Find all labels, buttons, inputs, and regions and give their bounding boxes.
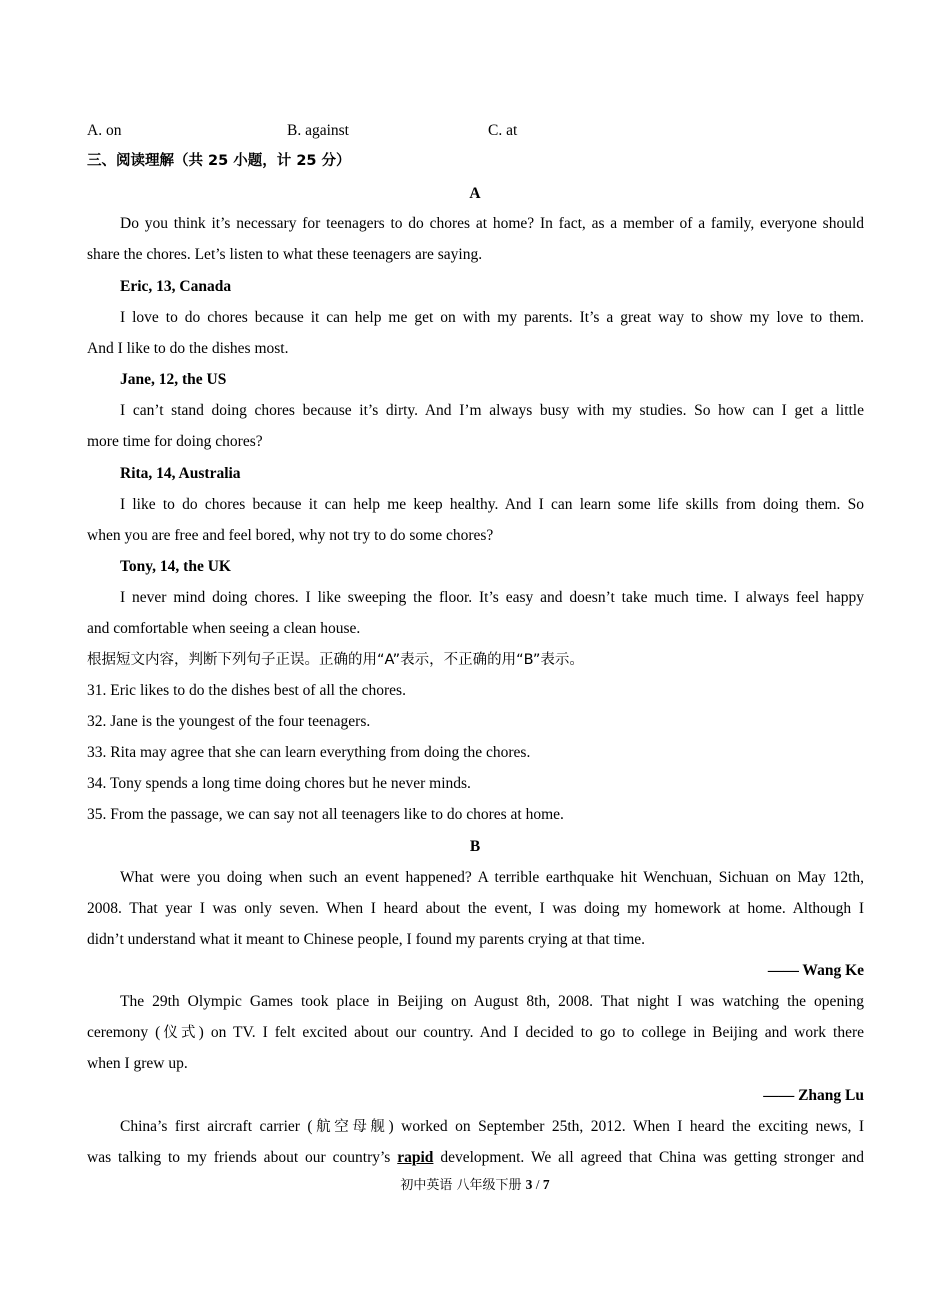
passage-a-intro-line: Do you think it’s necessary for teenagers to do chores at home? In fact, as a member of a family, everyone should <box>120 215 864 232</box>
story-text-line: China’s first aircraft carrier (航空母舰) worked on September 25th, 2012. When I heard the exciting news, I <box>120 1118 864 1135</box>
speaker-name: Tony, 14, the UK <box>120 558 231 575</box>
story-text-line: 2008. That year I was only seven. When I heard about the event, I was doing my homework at home. Although I <box>87 900 864 917</box>
question-instruction: 根据短文内容，判断下列句子正误。正确的用“A”表示，不正确的用“B”表示。 <box>87 652 584 668</box>
speaker-text-line: and comfortable when seeing a clean house. <box>87 620 361 637</box>
speaker-text-line: I can’t stand doing chores because it’s dirty. And I’m always busy with my studies. So how can I get a little <box>120 402 864 419</box>
story-text-line: was talking to my friends about our country’s rapid development. We all agreed that China was getting stronger and <box>87 1149 864 1166</box>
option-c: C. at <box>488 122 518 139</box>
speaker-name: Jane, 12, the US <box>120 371 227 388</box>
underlined-word: rapid <box>397 1149 434 1166</box>
question-item: 35. From the passage, we can say not all teenagers like to do chores at home. <box>87 806 564 823</box>
speaker-text-line: when you are free and feel bored, why not try to do some chores? <box>87 527 494 544</box>
speaker-text-line: I never mind doing chores. I like sweeping the floor. It’s easy and doesn’t take much time. I always feel happy <box>120 589 864 606</box>
question-item: 32. Jane is the youngest of the four teenagers. <box>87 713 371 730</box>
story-author: —— Zhang Lu <box>763 1087 864 1104</box>
story-author: —— Wang Ke <box>767 962 864 979</box>
question-item: 33. Rita may agree that she can learn everything from doing the chores. <box>87 744 531 761</box>
footer-page-number: 3 <box>525 1177 533 1192</box>
story-text-line: The 29th Olympic Games took place in Beijing on August 8th, 2008. That night I was watching the opening <box>120 993 864 1010</box>
question-item: 34. Tony spends a long time doing chores but he never minds. <box>87 775 471 792</box>
footer-subject: 初中英语 八年级下册 <box>400 1178 526 1193</box>
story-text-line: What were you doing when such an event happened? A terrible earthquake hit Wenchuan, Sichuan on May 12th, <box>120 869 864 886</box>
option-b: B. against <box>287 122 349 139</box>
speaker-text-line: And I like to do the dishes most. <box>87 340 289 357</box>
story-text-line: didn’t understand what it meant to Chinese people, I found my parents crying at that time. <box>87 931 646 948</box>
story-text-line: when I grew up. <box>87 1055 188 1072</box>
passage-a-intro-line: share the chores. Let’s listen to what these teenagers are saying. <box>87 246 483 263</box>
option-a: A. on <box>87 122 122 139</box>
speaker-text-line: I like to do chores because it can help me keep healthy. And I can learn some life skills from doing them. So <box>120 496 864 513</box>
speaker-text-line: I love to do chores because it can help me get on with my parents. It’s a great way to show my love to them. <box>120 309 864 326</box>
speaker-name: Rita, 14, Australia <box>120 465 241 482</box>
speaker-name: Eric, 13, Canada <box>120 278 232 295</box>
footer-page-total: 7 <box>542 1177 550 1192</box>
question-item: 31. Eric likes to do the dishes best of all the chores. <box>87 682 406 699</box>
passage-a-heading: A <box>469 185 481 202</box>
speaker-text-line: more time for doing chores? <box>87 433 263 450</box>
section-title: 三、阅读理解（共 25 小题，计 25 分） <box>87 153 351 169</box>
page-footer: 初中英语 八年级下册 3 / 7 <box>400 1177 550 1193</box>
passage-b-heading: B <box>469 838 481 855</box>
story-text-line: ceremony (仪式) on TV. I felt excited about our country. And I decided to go to college in Beijing and work there <box>87 1024 864 1041</box>
